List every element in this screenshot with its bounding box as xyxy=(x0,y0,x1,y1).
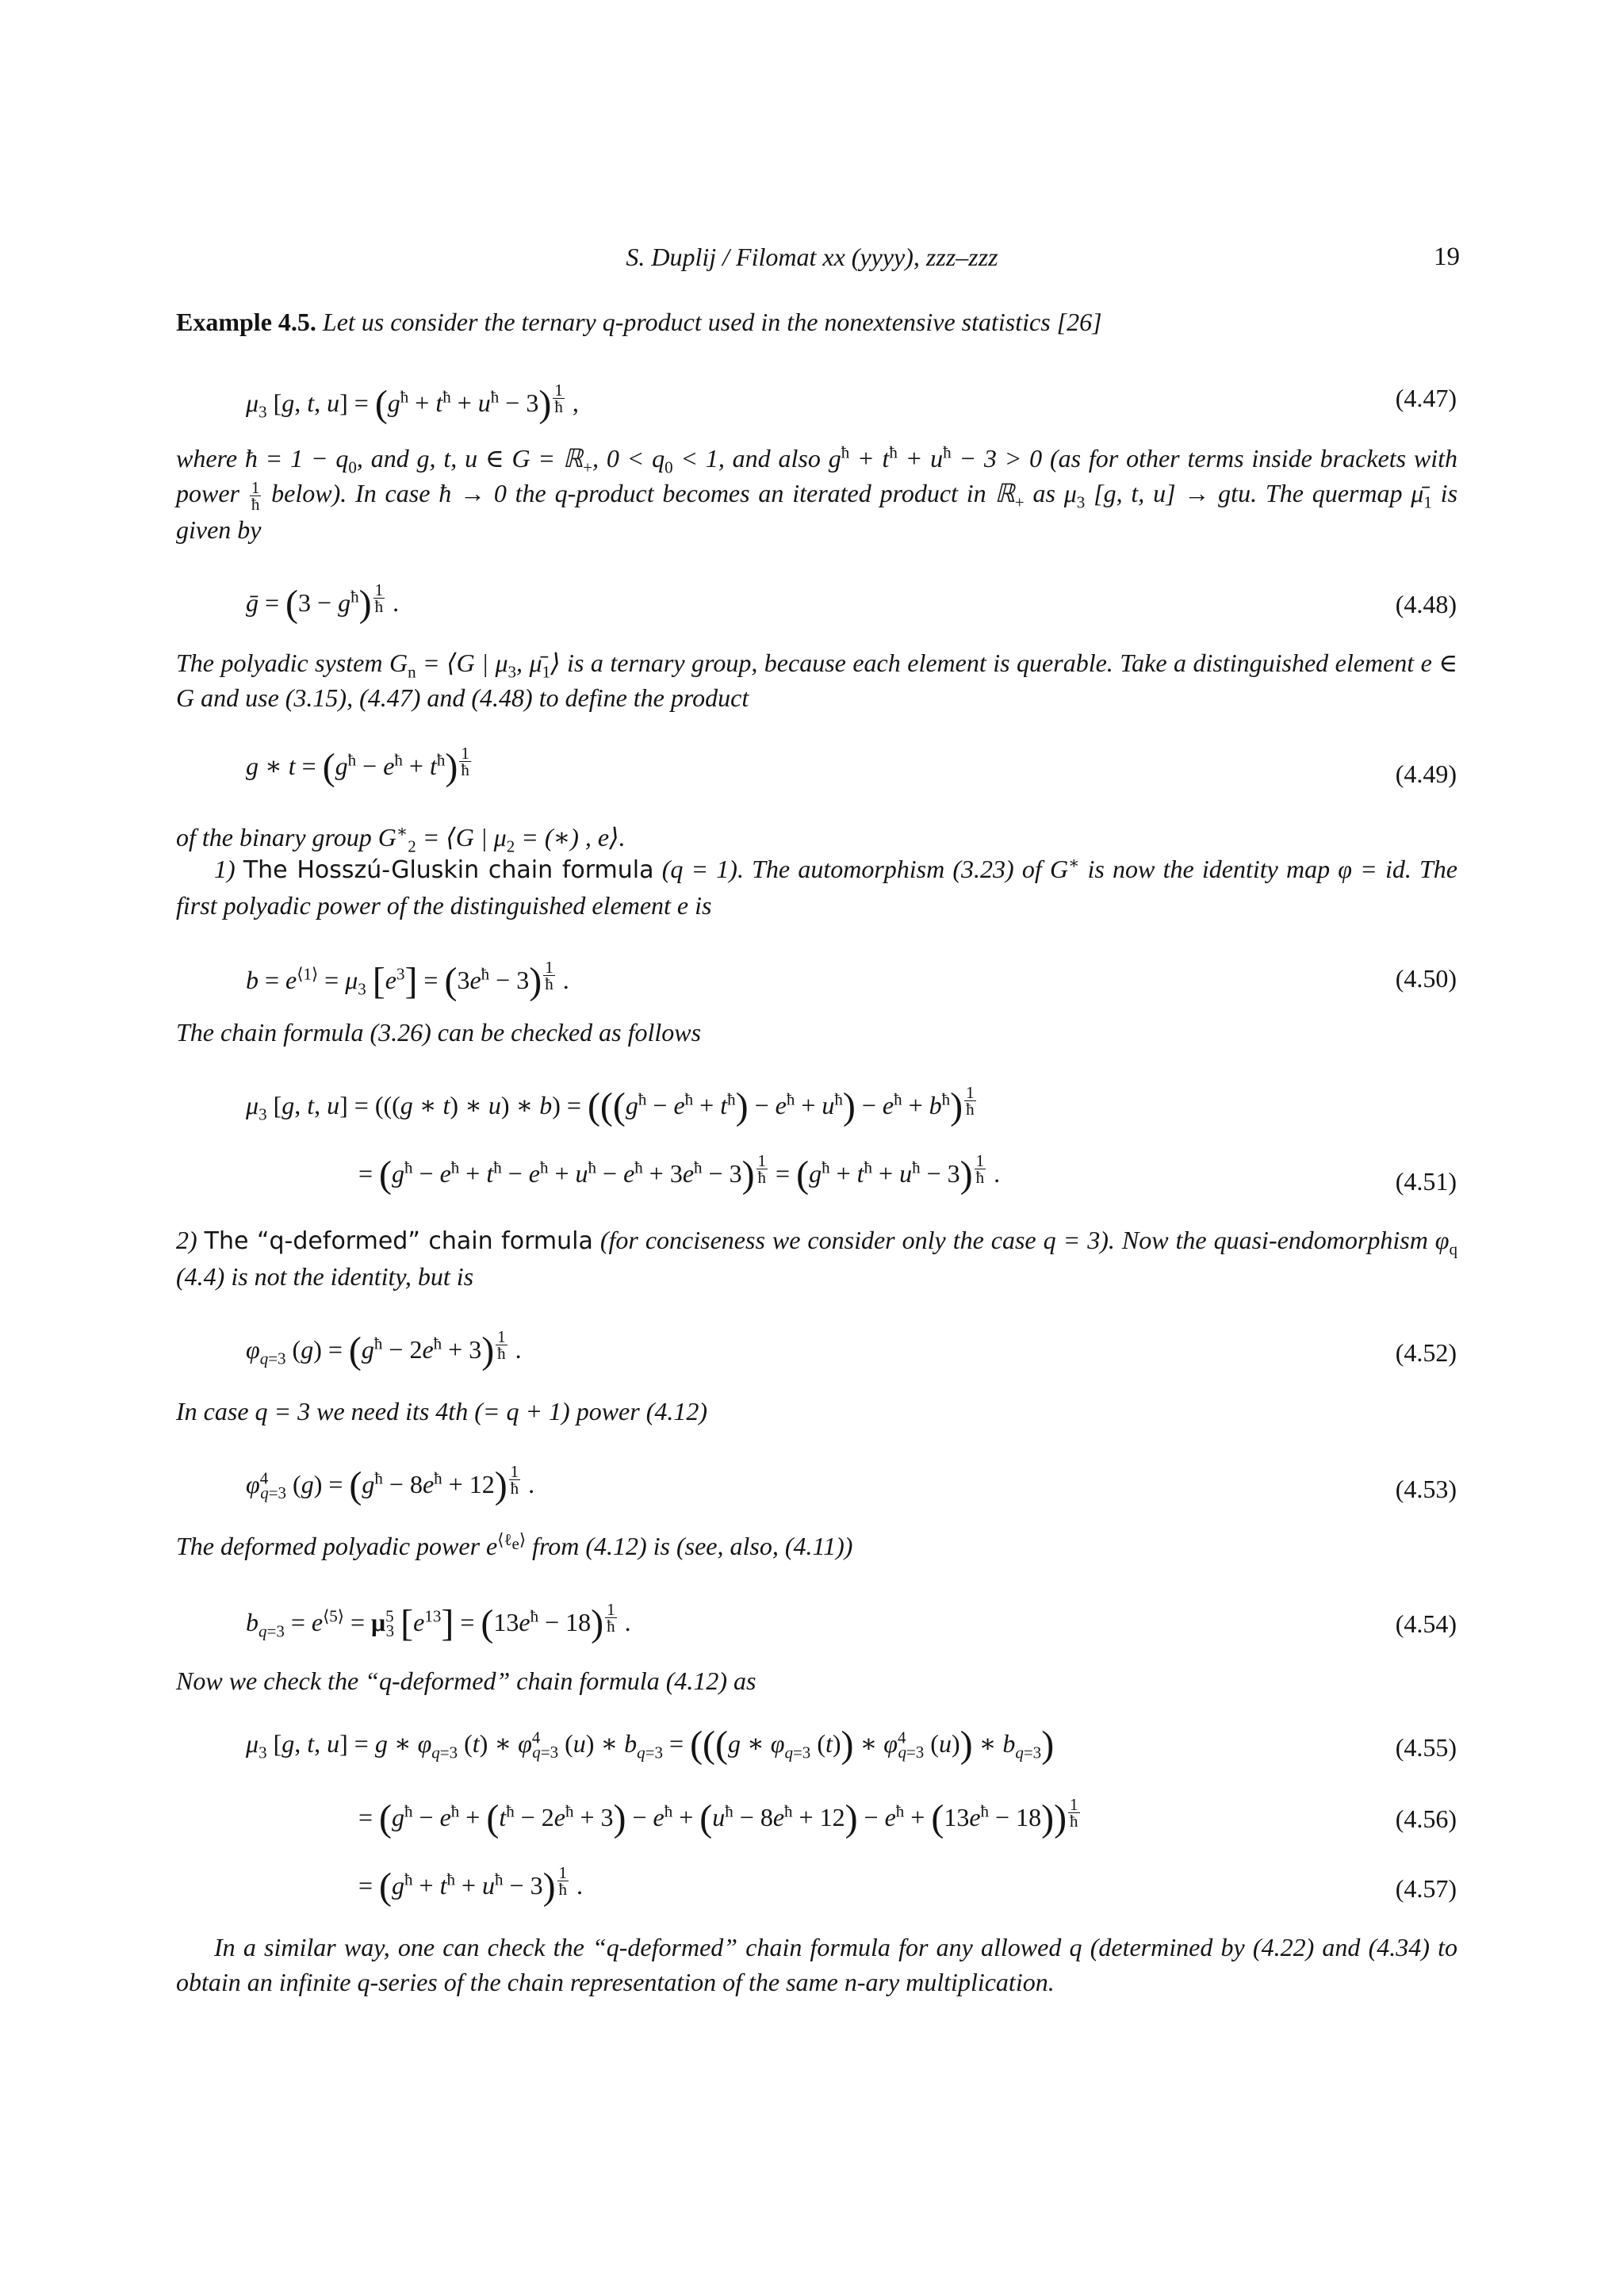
example-intro xyxy=(176,304,1457,339)
example-intro-text: Let us consider the ternary q-product used in the nonextensive statistics [26] xyxy=(322,308,1102,336)
eqnum-4-57: (4.57) xyxy=(1395,1874,1457,1903)
paragraph-hbar-definition: where ħ = $1 - q_0$, and g, t, u ∈ G = ℝ$_+$, $0 < q_0 < 1$, and also $g^ħ + t^ħ + u^ħ - 3 > 0$ (as for other terms inside brackets with power $\frac{1}{ħ}$ below). In case ħ → 0 the q-product becomes an iterated product in ℝ$_+$ as $\mu_3$ [g, t, u] → gtu. The quermap $\mū_1$ is given by xyxy=(176,442,1458,545)
page-header xyxy=(0,243,1624,282)
paragraph-chain-check: The chain formula (3.26) can be checked as follows xyxy=(176,1018,702,1047)
eqnum-4-55: (4.55) xyxy=(1395,1733,1457,1762)
equation-4-57: = $(g^ħ + t^ħ + u^ħ - 3)$ $^{\frac{1}{ħ}}$ . xyxy=(358,1863,584,1908)
eqnum-4-51: (4.51) xyxy=(1395,1167,1457,1196)
equation-4-54: $b_{q=3} = e^{⟨5⟩} = \mu^5_3$ $[e^{13}] = (13e^ħ - 18)$ $^{\frac{1}{ħ}}$ . xyxy=(246,1600,631,1644)
paragraph-final: In a similar way, one can check the “q-deformed” chain formula for any allowed q (determined by (4.22) and (4.34) to obtain an infinite q-series of the chain representation of the same n-ary multiplication. xyxy=(176,1933,1457,1996)
equation-4-49: g ∗ $t = (g^ħ - e^ħ + t^ħ)$ $^{\frac{1}{ħ}}$ xyxy=(246,744,469,788)
page-number: 19 xyxy=(1434,243,1460,271)
eqnum-4-49: (4.49) xyxy=(1395,760,1457,788)
equation-4-48: ḡ = $(3 - g^ħ)$ $^{\frac{1}{ħ}}$ . xyxy=(246,580,400,625)
item-hossz-gluskin: 1) The Hosszú-Gluskin chain formula (q = 1). The automorphism (3.23) of G∗ is now the identity map φ = id. The first polyadic power of the distinguished element e is xyxy=(176,853,1458,920)
eqnum-4-54: (4.54) xyxy=(1395,1609,1457,1638)
equation-4-53: $\varphi^4_{q=3}$ $(g) = (g^ħ - 8e^ħ + 12)$ $^{\frac{1}{ħ}}$ . xyxy=(246,1462,535,1506)
eqnum-4-52: (4.52) xyxy=(1395,1338,1457,1367)
equation-4-55: $\mu_3$ [g, t, u] = g ∗ $\varphi_{q=3}$ (t) ∗ $\varphi^4_{q=3}$ (u) ∗ $b_{q=3} = (((g$ ∗ $\varphi_{q=3}$ (t)) ∗ $\varphi^4_{q=3}$ (u)) ∗ $b_{q=3}$) xyxy=(246,1724,1055,1766)
equation-4-52: $\varphi_{q=3}$ $(g) = (g^ħ - 2e^ħ + 3)$ $^{\frac{1}{ħ}}$ . xyxy=(246,1327,522,1372)
eqnum-4-47: (4.47) xyxy=(1395,384,1457,412)
equation-4-47: $\mu_3$ [g, t, $u] = (g^ħ + t^ħ + u^ħ - 3)$ $^{\frac{1}{ħ}}$ , xyxy=(246,381,579,425)
item2-title: The “q-deformed” chain formula xyxy=(204,1227,593,1255)
item1-title: The Hosszú-Gluskin chain formula xyxy=(243,856,654,884)
equation-4-56: = $(g^ħ - e^ħ + (t^ħ - 2e^ħ + 3) - e^ħ + (u^ħ - 8e^ħ + 12) - e^ħ + (13e^ħ - 18))$ $^{\frac{1}{ħ}}$ xyxy=(358,1795,1078,1839)
paragraph-deformed-power: The deformed polyadic power $e^{⟨\ell_e⟩}$ from (4.12) is (see, also, (4.11)) xyxy=(176,1530,853,1560)
item-q-deformed: 2) The “q-deformed” chain formula (for conciseness we consider only the case q = 3). Now the quasi-endomorphism $\varphi_q$ (4.4) is not the identity, but is xyxy=(176,1226,1458,1291)
eqnum-4-53: (4.53) xyxy=(1395,1475,1457,1503)
example-label: Example 4.5. xyxy=(176,308,316,336)
eqnum-4-50: (4.50) xyxy=(1395,964,1457,993)
eqnum-4-56: (4.56) xyxy=(1395,1804,1457,1833)
paragraph-now-check: Now we check the “q-deformed” chain formula (4.12) as xyxy=(176,1667,756,1695)
running-head: S. Duplij / Filomat xx (yyyy), zzz–zzz xyxy=(626,243,998,271)
paragraph-ternary-group: The polyadic system $G_n$ = ⟨G | $\mu_3$, $\mū_1⟩$ is a ternary group, because each element is querable. Take a distinguished element e ∈ G and use (3.15), (4.47) and (4.48) to define the product xyxy=(176,649,1458,712)
paragraph-binary-group: of the binary group $G^∗_2$ = ⟨G | $\mu_2$ = (∗) , e⟩. xyxy=(176,821,626,856)
equation-4-51-line2: = $(g^ħ - e^ħ + t^ħ - e^ħ + u^ħ - e^ħ + 3e^ħ - 3)$ $^{\frac{1}{ħ}}$ = $(g^ħ + t^ħ + u^ħ - 3)$ $^{\frac{1}{ħ}}$ . xyxy=(358,1151,1001,1196)
paragraph-fourth-power: In case q = 3 we need its 4th (= q + 1) power (4.12) xyxy=(176,1397,707,1425)
equation-4-51-line1: $\mu_3$ [g, t, u] = (((g ∗ t) ∗ u) ∗ $b) = (((g^ħ - e^ħ + t^ħ) - e^ħ + u^ħ) - e^ħ + b^ħ)$ $^{\frac{1}{ħ}}$ xyxy=(246,1083,975,1127)
eqnum-4-48: (4.48) xyxy=(1395,590,1457,618)
equation-4-50: $b = e^{⟨1⟩} = \mu_3$ $[e^3] = (3e^ħ - 3)$ $^{\frac{1}{ħ}}$ . xyxy=(246,958,569,1002)
